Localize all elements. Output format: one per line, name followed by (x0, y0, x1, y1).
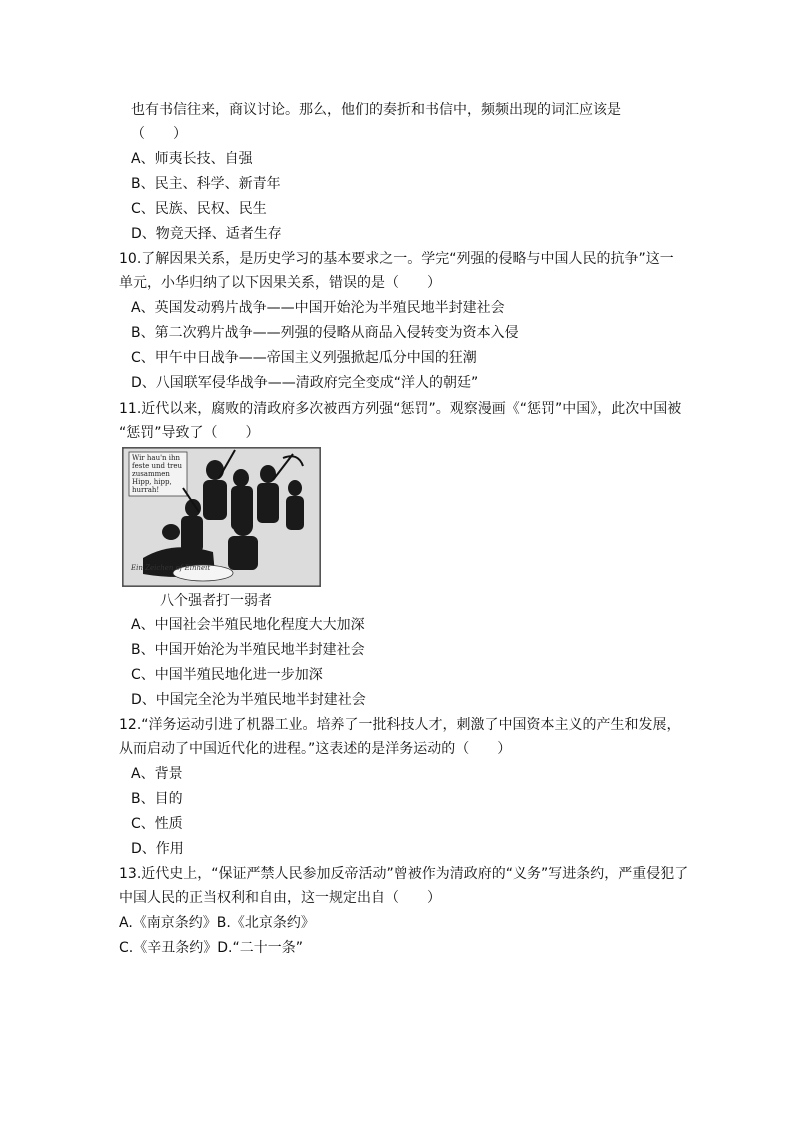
q9-stem-line: 也有书信往来，商议讨论。那么，他们的奏折和书信中，频频出现的词汇应该是 (131, 102, 621, 118)
q12-option-a: A、背景 (131, 766, 183, 782)
q11-option-c: C、中国半殖民地化进一步加深 (131, 667, 323, 683)
speech-line-3: zusammen (132, 470, 170, 478)
q13-stem-line-1: 13.近代史上，“保证严禁人民参加反帝活动”曾被作为清政府的“义务”写进条约，严重侵犯了 (119, 866, 689, 882)
q11-option-d: D、中国完全沦为半殖民地半封建社会 (131, 692, 366, 708)
speech-line-4: Hipp, hipp, (132, 478, 172, 486)
q10-option-d: D、八国联军侵华战争——清政府完全变成“洋人的朝廷” (131, 375, 479, 391)
q13-options-cd: C.《辛丑条约》D.“二十一条” (119, 940, 303, 956)
q10-option-c: C、甲午中日战争——帝国主义列强掀起瓜分中国的狂潮 (131, 350, 477, 366)
q11-option-a: A、中国社会半殖民地化程度大大加深 (131, 617, 365, 633)
q9-option-a: A、师夷长技、自强 (131, 151, 253, 167)
q13-stem-line-2: 中国人民的正当权利和自由，这一规定出自（ ） (119, 890, 441, 906)
q12-option-c: C、性质 (131, 816, 183, 832)
cartoon-title: 八个强者打一弱者 (160, 593, 272, 609)
q12-stem-line-1: 12.“洋务运动引进了机器工业。培养了一批科技人才，刺激了中国资本主义的产生和发展， (119, 717, 681, 733)
speech-line-2: feste und treu (132, 462, 183, 470)
q13-options-ab: A.《南京条约》B.《北京条约》 (119, 915, 315, 931)
q9-option-d: D、物竞天择、适者生存 (131, 226, 282, 242)
q9-option-b: B、民主、科学、新青年 (131, 176, 281, 192)
q12-option-d: D、作用 (131, 841, 184, 857)
q10-option-b: B、第二次鸦片战争——列强的侵略从商品入侵转变为资本入侵 (131, 325, 519, 341)
speech-line-5: hurrah! (132, 486, 160, 494)
cartoon-drawing (123, 448, 320, 586)
q11-option-b: B、中国开始沦为半殖民地半封建社会 (131, 642, 365, 658)
speech-line-1: Wir hau'n ihn (132, 454, 180, 462)
q12-option-b: B、目的 (131, 791, 183, 807)
q9-answer-blank: （ ） (131, 126, 187, 142)
cartoon-caption-line: Ein Zeichen of Einheit (131, 564, 211, 572)
q11-stem-line-1: 11.近代以来，腐败的清政府多次被西方列强“惩罚”。观察漫画《“惩罚”中国》，此次中国被 (119, 401, 682, 417)
q10-stem-line-2: 单元，小华归纳了以下因果关系，错误的是（ ） (119, 275, 441, 291)
q12-stem-line-2: 从而启动了中国近代化的进程。”这表述的是洋务运动的（ ） (119, 741, 512, 757)
q10-option-a: A、英国发动鸦片战争——中国开始沦为半殖民地半封建社会 (131, 300, 505, 316)
q11-stem-line-2: “惩罚”导致了（ ） (119, 425, 260, 441)
q9-option-c: C、民族、民权、民生 (131, 201, 267, 217)
q10-stem-line-1: 10.了解因果关系，是历史学习的基本要求之一。学完“列强的侵略与中国人民的抗争”这一 (119, 251, 674, 267)
cartoon-image (122, 447, 321, 587)
